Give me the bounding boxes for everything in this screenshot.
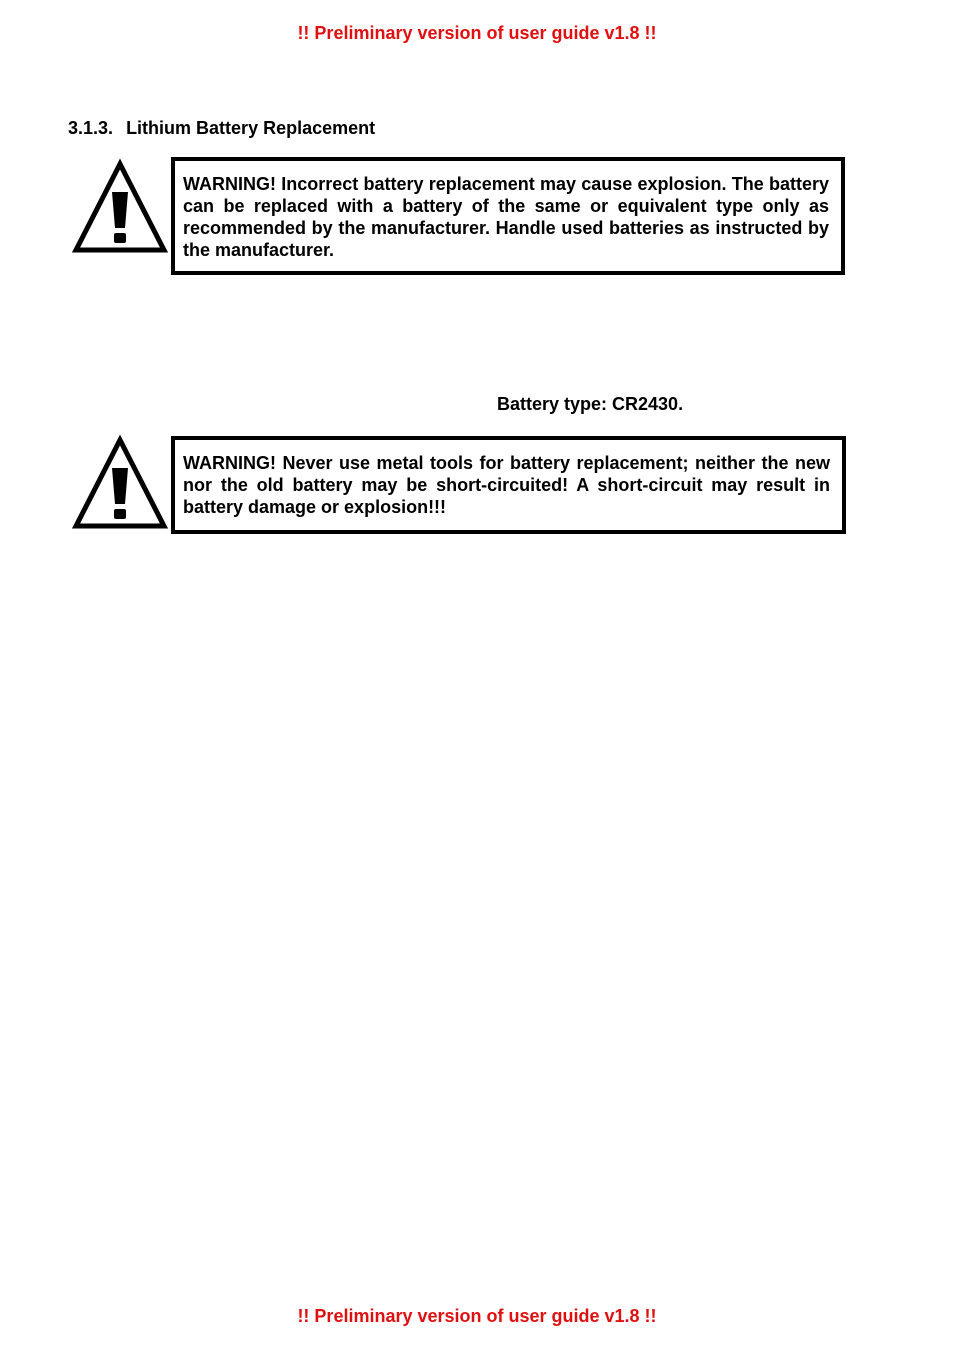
section-heading [68, 117, 375, 139]
section-title: Lithium Battery Replacement [126, 118, 376, 138]
preliminary-banner-top: !! Preliminary version of user guide v1.8 !! [297, 23, 657, 43]
preliminary-banner-bottom: !! Preliminary version of user guide v1.8 !! [297, 1306, 657, 1326]
warning-box-metal-tools: WARNING! Never use metal tools for battery replacement; neither the new nor the old battery may be short-circuited! A short-circuit may result in battery damage or explosion!!! [171, 436, 846, 534]
warning-triangle-icon [72, 158, 168, 254]
warning-box-incorrect-replacement: WARNING! Incorrect battery replacement may cause explosion. The battery can be replaced with a battery of the same or equivalent type only as recommended by the manufacturer. Handle used batteries as instructed by the manufacturer. [171, 157, 845, 275]
warning-triangle-icon [72, 434, 168, 530]
section-number: 3.1.3. [68, 118, 114, 138]
battery-type-text: Battery type: CR2430. [497, 394, 684, 414]
